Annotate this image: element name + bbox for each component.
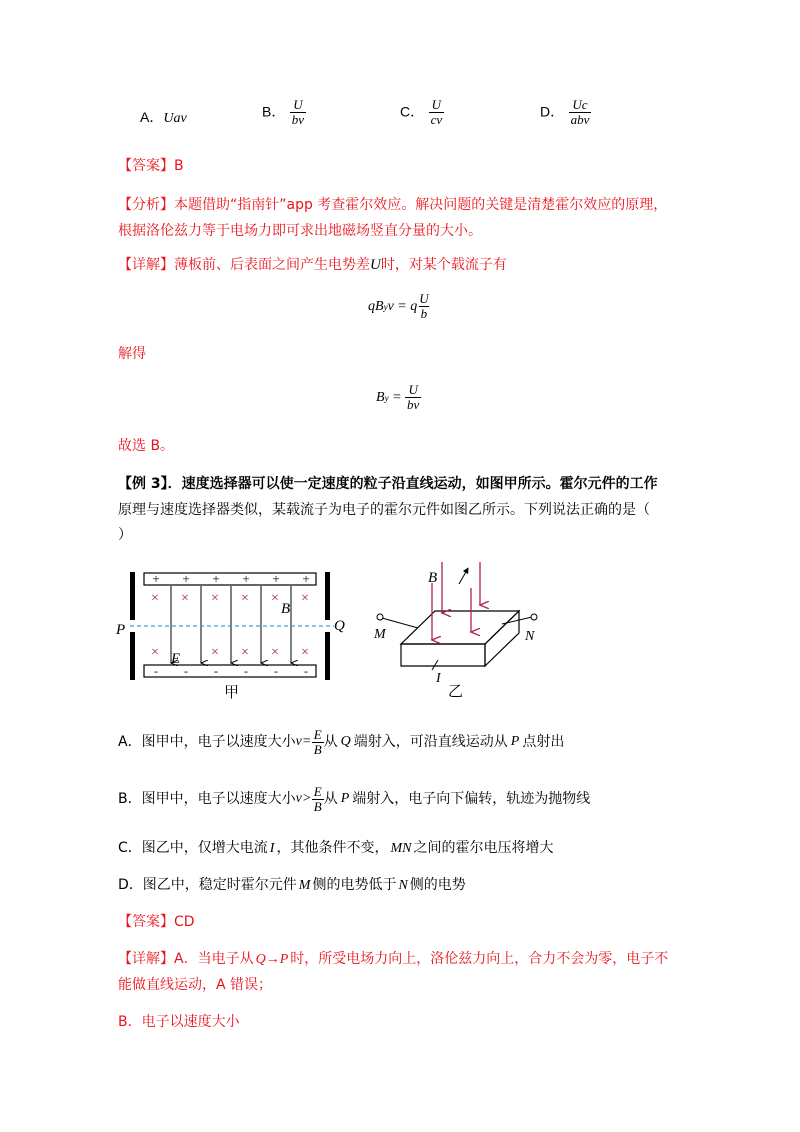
plus-sign: +: [272, 571, 280, 586]
choice-d-pre: D．图乙中，稳定时霍尔元件: [118, 877, 297, 893]
cross-mark: ×: [151, 591, 159, 606]
label-b-yi: B: [428, 570, 438, 586]
eq1-den: b: [420, 306, 428, 321]
minus-sign: -: [154, 664, 158, 678]
choice-a: [118, 724, 564, 760]
option-b-num: U: [293, 97, 303, 112]
option-a: [140, 107, 187, 129]
plus-sign: +: [182, 571, 190, 586]
m-wire: [382, 618, 418, 628]
detail-1-var: U: [370, 257, 381, 273]
jiede-label: 解得: [118, 346, 146, 362]
plus-sign: +: [212, 571, 220, 586]
label-i: I: [436, 671, 441, 686]
cross-mark: ×: [211, 645, 219, 660]
choice-a-pt2: P: [510, 734, 520, 749]
bottom-plate: [144, 665, 316, 677]
choice-b-pre: B．图甲中，电子以速度大小: [118, 791, 296, 807]
minus-sign: -: [184, 664, 188, 678]
detail-2-pre: 【详解】A．当电子从: [118, 951, 254, 967]
option-d-letter: D．: [540, 103, 565, 120]
option-b-den: bv: [291, 112, 305, 127]
caption-yi: 乙: [448, 684, 464, 700]
cross-mark: ×: [211, 591, 219, 606]
analysis-line-2: 根据洛伦兹力等于电场力即可求出地磁场竖直分量的大小。: [118, 223, 482, 239]
eq2-den: bv: [407, 397, 420, 412]
detail-1-prefix: 【详解】薄板前、后表面之间产生电势差: [118, 257, 370, 273]
example-3-text-1: 【例 3】．速度选择器可以使一定速度的粒子沿直线运动，如图甲所示。霍尔元件的工作: [118, 476, 658, 492]
cross-mark: ×: [271, 591, 279, 606]
eq1-sub: y: [383, 301, 388, 312]
eq1-mid: v = q: [387, 298, 418, 314]
label-q: Q: [334, 618, 345, 634]
choice-b: [118, 781, 590, 817]
eq1-fraction: [417, 292, 430, 321]
minus-sign: -: [304, 664, 308, 678]
choice-b-post2: 端射入，电子向下偏转，轨迹为抛物线: [352, 791, 591, 807]
choice-d-mid: 侧的电势低于: [312, 877, 397, 893]
cross-mark: ×: [241, 645, 249, 660]
choice-a-pt1: Q: [340, 734, 351, 749]
detail-2-line-1: [118, 949, 668, 970]
label-p: P: [116, 622, 126, 638]
analysis-line-1: 【分析】本题借助“指南针”app 考查霍尔效应。解决问题的关键是清楚霍尔效应的原理，: [118, 197, 668, 213]
option-b: [262, 98, 306, 127]
current-tick: [432, 660, 438, 670]
eq1-num: U: [419, 291, 429, 306]
choice-c: [118, 838, 553, 859]
eq1-lhs: qB: [368, 298, 384, 314]
hall-element-box: [401, 611, 519, 666]
choice-a-pre: A．图甲中，电子以速度大小: [118, 734, 296, 750]
detail-2-line-2: 能做直线运动，A 错误；: [118, 977, 273, 993]
option-d-num: Uc: [572, 97, 588, 112]
magnetic-field-lines: [432, 562, 480, 640]
guxuan-label: 故选 B。: [118, 438, 175, 454]
caption-jia: 甲: [224, 685, 240, 701]
example-3-line-3: ）: [118, 527, 132, 543]
eq2-sub: y: [384, 392, 389, 403]
cross-mark: ×: [241, 591, 249, 606]
example-3-line-1: [118, 474, 658, 494]
eq2-fraction: [405, 383, 421, 412]
detail-2-path: Q→P: [255, 952, 289, 967]
option-b-fraction: [290, 98, 306, 127]
choice-a-fraction: [312, 728, 324, 757]
plus-sign: +: [302, 571, 310, 586]
n-terminal: [531, 614, 537, 620]
label-e: E: [171, 651, 181, 667]
eq2-lhs: B: [376, 389, 385, 405]
option-c-letter: C．: [400, 103, 425, 120]
m-terminal: [377, 614, 383, 620]
option-c-fraction: [429, 98, 445, 127]
equation-1: [368, 292, 431, 321]
answer-2: 【答案】CD: [118, 914, 195, 930]
option-c-num: U: [431, 97, 442, 112]
choice-d-post: 侧的电势: [409, 877, 466, 893]
choice-a-post2: 端射入，可沿直线运动从: [353, 734, 508, 750]
detail-1-suffix: 时，对某个载流子有: [380, 257, 507, 273]
choice-c-mid: ，其他条件不变，: [276, 840, 389, 856]
choice-c-var1: I: [269, 841, 275, 856]
option-c: [400, 98, 444, 127]
choice-b-fraction: [312, 785, 324, 814]
minus-sign: -: [244, 664, 248, 678]
choice-c-var2: MN: [390, 841, 412, 856]
option-a-value: Uav: [163, 111, 187, 126]
option-c-den: cv: [430, 112, 443, 127]
velocity-arrow: [459, 570, 467, 584]
eq2-num: U: [408, 382, 418, 397]
choice-a-v: v: [295, 734, 302, 749]
choice-a-post1: 从: [323, 734, 338, 750]
right-plate-lower: [325, 632, 330, 680]
plus-sign: +: [152, 571, 160, 586]
left-plate-lower: [130, 632, 135, 680]
cross-mark: ×: [301, 645, 309, 660]
option-d-fraction: [569, 98, 592, 127]
cross-mark: ×: [181, 591, 189, 606]
choice-d-var2: N: [398, 878, 408, 893]
eq2-mid: =: [388, 389, 406, 405]
figure-jia: [112, 566, 352, 706]
choice-b-num: E: [313, 783, 322, 799]
choice-b-pt1: P: [340, 791, 350, 806]
plus-sign: +: [242, 571, 250, 586]
label-m: M: [374, 627, 386, 642]
equation-2: [376, 383, 421, 412]
minus-sign: -: [274, 664, 278, 678]
example-3-line-2: 原理与速度选择器类似，某载流子为电子的霍尔元件如图乙所示。下列说法正确的是（: [118, 502, 650, 518]
detail-2-line-3: B．电子以速度大小: [118, 1014, 240, 1030]
label-n: N: [525, 629, 535, 644]
choice-b-rel: >: [302, 791, 311, 806]
left-plate-upper: [130, 572, 135, 620]
choice-a-den: B: [313, 741, 322, 757]
choice-c-post: 之间的霍尔电压将增大: [413, 840, 554, 856]
option-a-letter: A．: [140, 109, 164, 125]
choice-b-den: B: [313, 798, 322, 814]
right-plate-upper: [325, 572, 330, 620]
answer-1: 【答案】B: [118, 158, 184, 174]
option-b-letter: B．: [262, 103, 286, 120]
detail-2-post: 时，所受电场力向上，洛伦兹力向上，合力不会为零，电子不: [290, 951, 669, 967]
option-d-den: abv: [570, 112, 590, 127]
option-d: [540, 98, 591, 127]
cross-mark: ×: [151, 645, 159, 660]
choice-c-pre: C．图乙中，仅增大电流: [118, 840, 268, 856]
choice-a-post3: 点射出: [522, 734, 565, 750]
n-wire: [502, 617, 532, 624]
figure-yi: [368, 556, 568, 702]
detail-1: [118, 255, 507, 275]
cross-mark: ×: [301, 591, 309, 606]
top-plate: [144, 573, 316, 585]
choice-b-post1: 从: [323, 791, 338, 807]
choice-a-rel: =: [302, 734, 311, 749]
choice-b-v: v: [295, 791, 302, 806]
cross-mark: ×: [271, 645, 279, 660]
choice-a-num: E: [313, 726, 322, 742]
label-b: B: [281, 601, 291, 617]
minus-sign: -: [214, 664, 218, 678]
choice-d: [118, 875, 466, 896]
choice-d-var1: M: [298, 878, 311, 893]
